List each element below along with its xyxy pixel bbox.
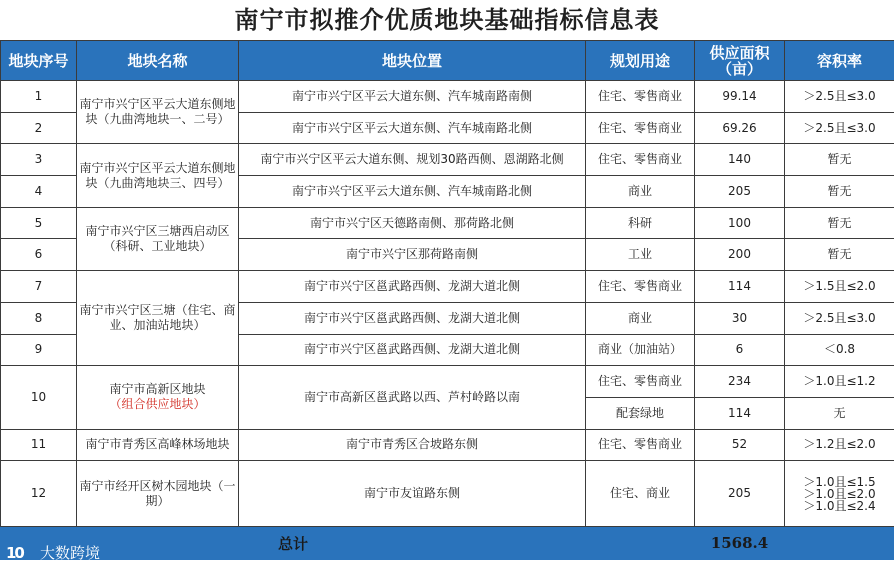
cell-area: 234 — [695, 366, 785, 398]
cell-area: 200 — [695, 239, 785, 271]
cell-no: 9 — [1, 334, 77, 366]
cell-no: 1 — [1, 81, 77, 113]
cell-plot-name: 南宁市经开区树木园地块（一期） — [77, 461, 239, 527]
cell-use: 住宅、零售商业 — [586, 366, 695, 398]
header-far: 容积率 — [785, 41, 894, 81]
cell-far: ＞2.5且≤3.0 — [785, 112, 894, 144]
cell-use: 住宅、零售商业 — [586, 144, 695, 176]
cell-location: 南宁市兴宁区那荷路南侧 — [239, 239, 586, 271]
page-title: 南宁市拟推介优质地块基础指标信息表 — [0, 0, 894, 40]
cell-use: 商业（加油站） — [586, 334, 695, 366]
cell-area: 99.14 — [695, 81, 785, 113]
cell-far: 暂无 — [785, 144, 894, 176]
cell-location: 南宁市友谊路东侧 — [239, 461, 586, 527]
cell-no: 10 — [1, 366, 77, 429]
cell-location: 南宁市兴宁区平云大道东侧、汽车城南路北侧 — [239, 176, 586, 208]
cell-far: 暂无 — [785, 176, 894, 208]
table-row — [1, 366, 894, 398]
cell-use: 住宅、零售商业 — [586, 271, 695, 303]
total-row — [1, 527, 894, 560]
cell-use: 住宅、零售商业 — [586, 112, 695, 144]
table-row — [1, 81, 894, 113]
cell-location: 南宁市青秀区合坡路东侧 — [239, 429, 586, 461]
cell-far: ＜0.8 — [785, 334, 894, 366]
logo-mark-icon — [6, 544, 36, 562]
cell-far — [785, 461, 894, 527]
cell-no: 12 — [1, 461, 77, 527]
cell-use: 商业 — [586, 302, 695, 334]
cell-location: 南宁市兴宁区天德路南侧、那荷路北侧 — [239, 207, 586, 239]
header-row — [1, 41, 894, 81]
total-label: 总计 — [1, 527, 586, 560]
cell-no: 6 — [1, 239, 77, 271]
cell-area: 100 — [695, 207, 785, 239]
cell-location: 南宁市兴宁区邕武路西侧、龙湖大道北侧 — [239, 302, 586, 334]
cell-location: 南宁市兴宁区平云大道东侧、汽车城南路北侧 — [239, 112, 586, 144]
cell-no: 3 — [1, 144, 77, 176]
cell-far: ＞1.5且≤2.0 — [785, 271, 894, 303]
cell-plot-name: 南宁市兴宁区三塘（住宅、商业、加油站地块） — [77, 271, 239, 366]
far-line: ＞1.0且≤2.0 — [803, 486, 876, 501]
cell-area: 69.26 — [695, 112, 785, 144]
land-table — [0, 40, 894, 560]
cell-use: 工业 — [586, 239, 695, 271]
cell-area: 114 — [695, 271, 785, 303]
logo-mark-text: 10 — [6, 543, 23, 562]
cell-area: 205 — [695, 461, 785, 527]
cell-far: 暂无 — [785, 207, 894, 239]
table-row — [1, 144, 894, 176]
header-plot-name: 地块名称 — [77, 41, 239, 81]
cell-far: ＞1.2且≤2.0 — [785, 429, 894, 461]
total-empty-2 — [785, 527, 894, 560]
header-planned-use: 规划用途 — [586, 41, 695, 81]
cell-far: ＞2.5且≤3.0 — [785, 302, 894, 334]
cell-location: 南宁市兴宁区邕武路西侧、龙湖大道北侧 — [239, 334, 586, 366]
logo-text: 大数跨境 — [40, 544, 101, 562]
header-plot-location: 地块位置 — [239, 41, 586, 81]
cell-area: 140 — [695, 144, 785, 176]
cell-location: 南宁市兴宁区邕武路西侧、龙湖大道北侧 — [239, 271, 586, 303]
cell-plot-name: 南宁市兴宁区三塘西启动区（科研、工业地块） — [77, 207, 239, 270]
cell-plot-name: 南宁市青秀区高峰林场地块 — [77, 429, 239, 461]
cell-area: 205 — [695, 176, 785, 208]
cell-no: 4 — [1, 176, 77, 208]
cell-far: ＞2.5且≤3.0 — [785, 81, 894, 113]
cell-far: 暂无 — [785, 239, 894, 271]
plot-name-note: （组合供应地块） — [109, 397, 206, 412]
table-row — [1, 461, 894, 527]
cell-use: 商业 — [586, 176, 695, 208]
table-row — [1, 271, 894, 303]
plot-name-text: 南宁市高新区地块 — [109, 382, 206, 397]
cell-no: 11 — [1, 429, 77, 461]
cell-use: 住宅、零售商业 — [586, 81, 695, 113]
cell-use: 配套绿地 — [586, 397, 695, 429]
header-supply-area: 供应面积（亩） — [695, 41, 785, 81]
cell-no: 2 — [1, 112, 77, 144]
header-plot-no: 地块序号 — [1, 41, 77, 81]
cell-far: 无 — [785, 397, 894, 429]
cell-no: 8 — [1, 302, 77, 334]
cell-no: 5 — [1, 207, 77, 239]
cell-plot-name — [77, 366, 239, 429]
cell-use: 住宅、商业 — [586, 461, 695, 527]
cell-use: 住宅、零售商业 — [586, 429, 695, 461]
cell-use: 科研 — [586, 207, 695, 239]
table-row — [1, 207, 894, 239]
total-area: 1568.4 — [695, 527, 785, 560]
cell-area: 114 — [695, 397, 785, 429]
cell-location: 南宁市兴宁区平云大道东侧、规划30路西侧、恩湖路北侧 — [239, 144, 586, 176]
cell-plot-name: 南宁市兴宁区平云大道东侧地块（九曲湾地块三、四号） — [77, 144, 239, 207]
cell-no: 7 — [1, 271, 77, 303]
cell-far: ＞1.0且≤1.2 — [785, 366, 894, 398]
cell-area: 30 — [695, 302, 785, 334]
watermark-logo — [6, 542, 100, 563]
cell-location: 南宁市高新区邕武路以西、芦村岭路以南 — [239, 366, 586, 429]
far-line: ＞1.0且≤2.4 — [803, 498, 876, 513]
cell-plot-name: 南宁市兴宁区平云大道东侧地块（九曲湾地块一、二号） — [77, 81, 239, 144]
cell-area: 52 — [695, 429, 785, 461]
total-empty — [586, 527, 695, 560]
cell-location: 南宁市兴宁区平云大道东侧、汽车城南路南侧 — [239, 81, 586, 113]
table-row — [1, 429, 894, 461]
cell-area: 6 — [695, 334, 785, 366]
far-line: ＞1.0且≤1.5 — [803, 474, 876, 489]
